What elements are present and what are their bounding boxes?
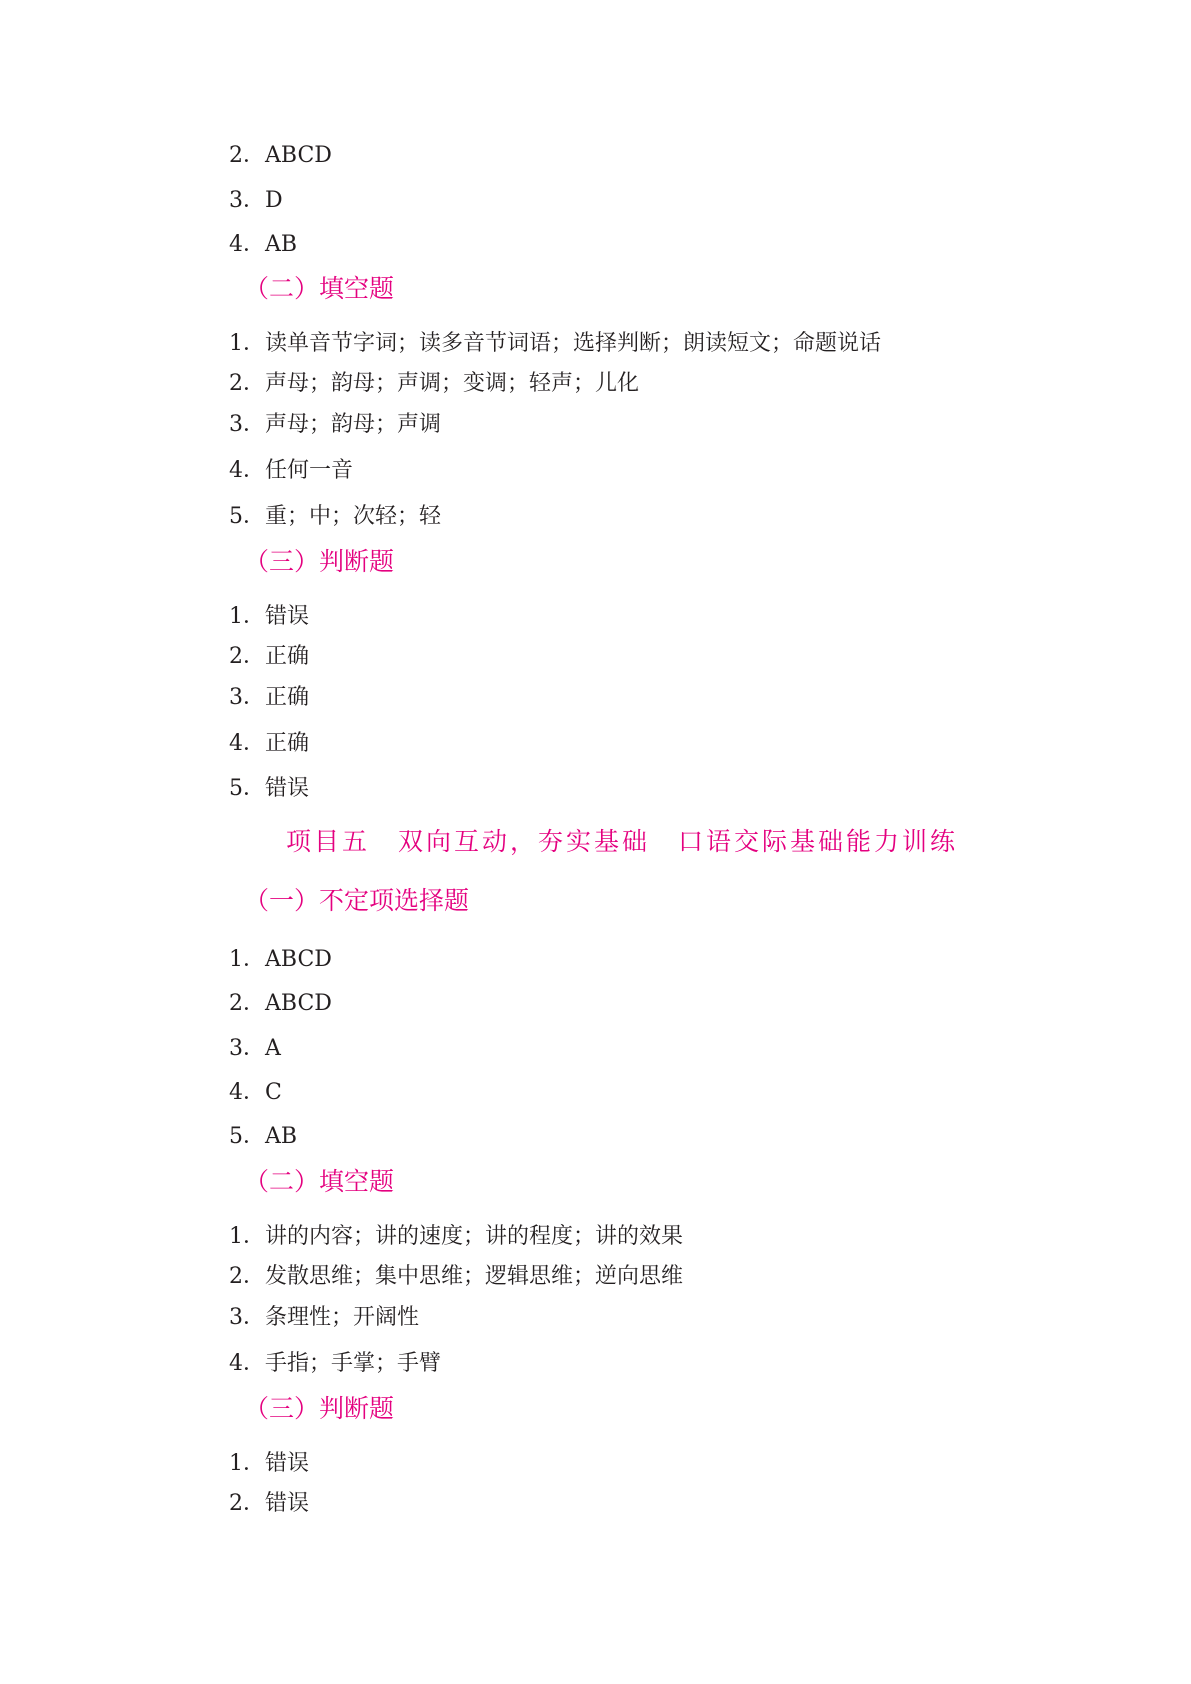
answer-item (229, 1489, 309, 1519)
section-heading: （二）填空题 (244, 274, 395, 303)
answer-text: 正确 (265, 731, 310, 756)
answer-item (229, 774, 309, 804)
answer-text: 读单音节字词；读多音节词语；选择判断；朗读短文；命题说话 (265, 331, 882, 356)
answer-number: 3． (229, 685, 265, 710)
answer-number: 2． (229, 1491, 265, 1516)
answer-item (229, 989, 332, 1019)
answer-text: 重；中；次轻；轻 (265, 504, 442, 529)
answer-number: 4． (229, 232, 265, 257)
answer-number: 2． (229, 644, 265, 669)
answer-number: 2． (229, 143, 265, 168)
answer-item (229, 1122, 297, 1152)
answer-item (229, 1449, 309, 1479)
project-title: 项目五 双向互动，夯实基础 口语交际基础能力训练 (286, 827, 959, 856)
answer-item (229, 141, 332, 171)
answer-item (229, 456, 353, 486)
answer-number: 4． (229, 731, 265, 756)
answer-item (229, 230, 297, 260)
answer-number: 1． (229, 1451, 265, 1476)
answer-text: 任何一音 (265, 458, 354, 483)
answer-number: 5． (229, 504, 265, 529)
answer-number: 2． (229, 1264, 265, 1289)
section-heading: （一）不定项选择题 (244, 886, 470, 915)
answer-text: AB (265, 1124, 298, 1149)
answer-item (229, 369, 639, 399)
answer-number: 4． (229, 1351, 265, 1376)
answer-item (229, 683, 309, 713)
answer-text: C (265, 1080, 282, 1105)
answer-item (229, 1222, 683, 1252)
answer-text: 讲的内容；讲的速度；讲的程度；讲的效果 (265, 1224, 684, 1249)
answer-item (229, 1078, 282, 1108)
answer-item (229, 945, 332, 975)
answer-number: 4． (229, 458, 265, 483)
answer-item (229, 642, 309, 672)
answer-number: 1． (229, 947, 265, 972)
answer-number: 2． (229, 991, 265, 1016)
answer-item (229, 1034, 281, 1064)
answer-number: 1． (229, 604, 265, 629)
answer-number: 5． (229, 1124, 265, 1149)
answer-number: 1． (229, 331, 265, 356)
answer-text: AB (265, 232, 298, 257)
answer-number: 2． (229, 371, 265, 396)
answer-text: A (265, 1036, 281, 1061)
answer-text: 错误 (265, 1491, 310, 1516)
answer-text: 手指；手掌；手臂 (265, 1351, 442, 1376)
answer-text: 条理性；开阔性 (265, 1305, 420, 1330)
answer-text: D (265, 188, 283, 213)
section-heading: （二）填空题 (244, 1167, 395, 1196)
answer-item (229, 1349, 441, 1379)
answer-text: 错误 (265, 1451, 310, 1476)
answer-item (229, 329, 881, 359)
section-heading: （三）判断题 (244, 547, 395, 576)
answer-number: 1． (229, 1224, 265, 1249)
answer-number: 3． (229, 1305, 265, 1330)
answer-text: ABCD (265, 991, 332, 1016)
section-heading: （三）判断题 (244, 1394, 395, 1423)
answer-number: 3． (229, 188, 265, 213)
answer-text: ABCD (265, 947, 332, 972)
answer-text: 声母；韵母；声调 (265, 412, 442, 437)
answer-number: 3． (229, 1036, 265, 1061)
answer-item (229, 410, 441, 440)
answer-item (229, 1303, 419, 1333)
answer-item (229, 602, 309, 632)
answer-item (229, 729, 309, 759)
answer-text: 正确 (265, 644, 310, 669)
answer-item (229, 186, 283, 216)
answer-text: 错误 (265, 604, 310, 629)
answer-text: 发散思维；集中思维；逻辑思维；逆向思维 (265, 1264, 684, 1289)
answer-number: 3． (229, 412, 265, 437)
answer-number: 5． (229, 776, 265, 801)
answer-text: 错误 (265, 776, 310, 801)
answer-text: 声母；韵母；声调；变调；轻声；儿化 (265, 371, 640, 396)
answer-text: 正确 (265, 685, 310, 710)
answer-item (229, 502, 441, 532)
answer-number: 4． (229, 1080, 265, 1105)
answer-item (229, 1262, 683, 1292)
answer-text: ABCD (265, 143, 332, 168)
